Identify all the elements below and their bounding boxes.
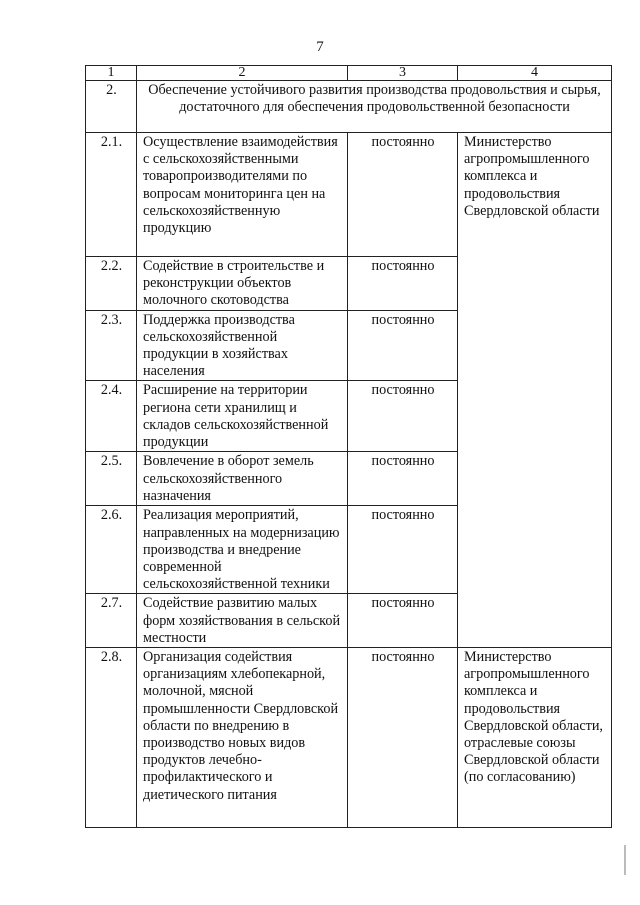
- measures-table: [85, 65, 612, 828]
- row-measure: Содействие в строительстве и реконструкции объектов молочного скотоводства: [137, 257, 348, 311]
- row-measure: Содействие развитию малых форм хозяйствования в сельской местности: [137, 594, 348, 648]
- row-responsible: Министерство агропромышленного комплекса и продовольствия Свердловской области: [458, 133, 612, 648]
- row-measure: Поддержка производства сельскохозяйственной продукции в хозяйствах населения: [137, 310, 348, 381]
- row-measure: Осуществление взаимодействия с сельскохозяйственными товаропроизводителями по вопросам мониторинга цен на сельскохозяйственную продукцию: [137, 133, 348, 257]
- row-number: 2.4.: [86, 381, 137, 452]
- row-number: 2.3.: [86, 310, 137, 381]
- column-header: 1: [86, 66, 137, 81]
- section-row: [86, 81, 612, 133]
- section-title: Обеспечение устойчивого развития производства продовольствия и сырья, достаточного для обеспечения продовольственной безопасности: [137, 81, 612, 133]
- row-number: 2.5.: [86, 452, 137, 506]
- column-header: 3: [348, 66, 458, 81]
- table-row: [86, 648, 612, 828]
- scan-mark: [624, 845, 626, 875]
- table-header-row: [86, 66, 612, 81]
- row-term: постоянно: [348, 452, 458, 506]
- row-measure: Расширение на территории региона сети хранилищ и складов сельскохозяйственной продукции: [137, 381, 348, 452]
- row-number: 2.8.: [86, 648, 137, 828]
- column-header: 4: [458, 66, 612, 81]
- section-number: 2.: [86, 81, 137, 133]
- row-number: 2.1.: [86, 133, 137, 257]
- row-number: 2.7.: [86, 594, 137, 648]
- row-term: постоянно: [348, 310, 458, 381]
- row-number: 2.6.: [86, 506, 137, 594]
- row-responsible: Министерство агропромышленного комплекса и продовольствия Свердловской области, отраслевые союзы Свердловской области (по согласованию): [458, 648, 612, 828]
- table-row: [86, 133, 612, 257]
- row-term: постоянно: [348, 133, 458, 257]
- row-term: постоянно: [348, 257, 458, 311]
- row-term: постоянно: [348, 648, 458, 828]
- row-term: постоянно: [348, 594, 458, 648]
- row-measure: Вовлечение в оборот земель сельскохозяйственного назначения: [137, 452, 348, 506]
- row-measure: Организация содействия организациям хлебопекарной, молочной, мясной промышленности Свердловской области по внедрению в производство новых видов продуктов лечебно-профилактического и диетического питания: [137, 648, 348, 828]
- row-measure: Реализация мероприятий, направленных на модернизацию производства и внедрение современной сельскохозяйственной техники: [137, 506, 348, 594]
- row-term: постоянно: [348, 381, 458, 452]
- row-number: 2.2.: [86, 257, 137, 311]
- page-number: 7: [316, 39, 324, 55]
- column-header: 2: [137, 66, 348, 81]
- row-term: постоянно: [348, 506, 458, 594]
